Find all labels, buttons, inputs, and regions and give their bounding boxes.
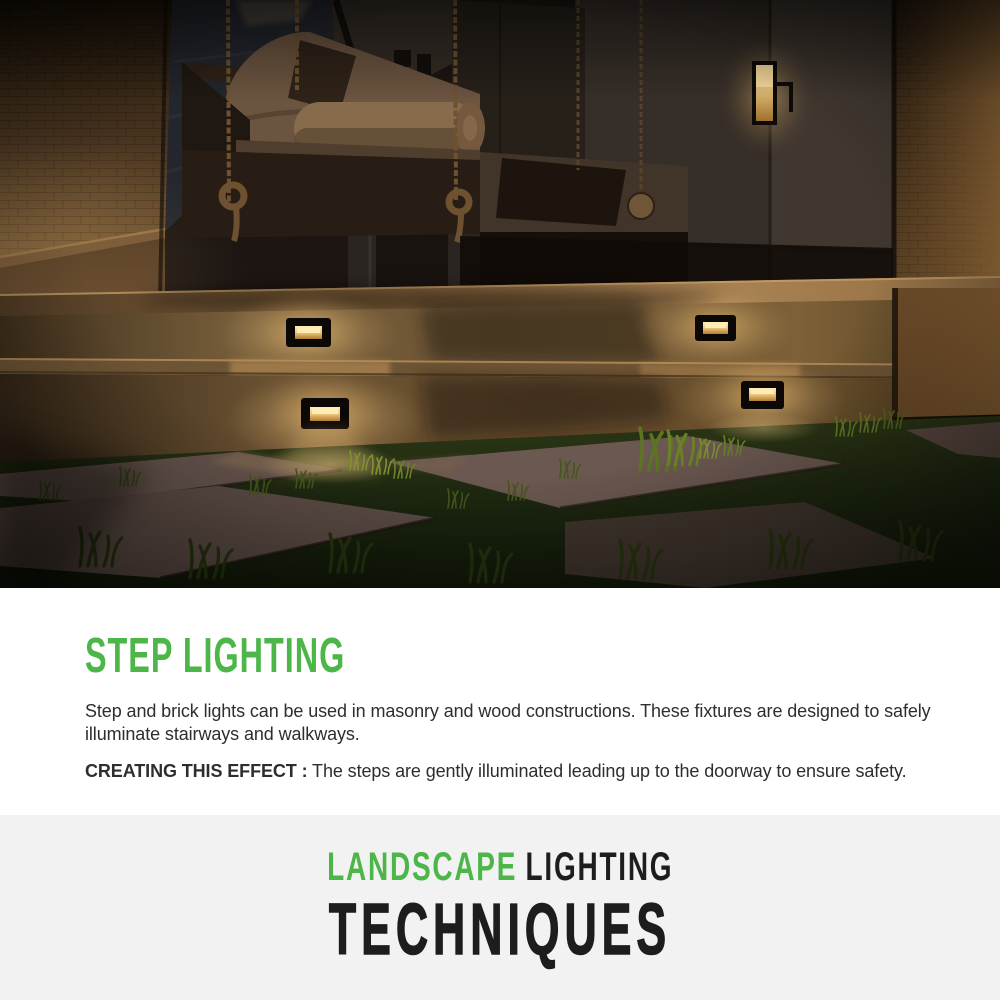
footer-title-lighting: LIGHTING (525, 845, 674, 889)
effect-label: CREATING THIS EFFECT : (85, 761, 308, 782)
effect-text: The steps are gently illuminated leading up to the doorway to ensure safety. (312, 761, 907, 782)
section-description: Step and brick lights can be used in masonry and wood constructions. These fixtures are designed to safely illuminate stairways and walkways. (85, 701, 931, 745)
footer-banner (0, 815, 1000, 1000)
footer-title-landscape: LANDSCAPE (326, 845, 517, 889)
section-title: STEP LIGHTING (85, 629, 346, 683)
effect-line (85, 760, 970, 783)
footer-title-inner (327, 847, 673, 887)
footer-title (0, 847, 1000, 887)
footer-subtitle-wrap (0, 890, 1000, 970)
step-lighting-section (85, 629, 970, 783)
footer-subtitle: TECHNIQUES (328, 890, 672, 970)
